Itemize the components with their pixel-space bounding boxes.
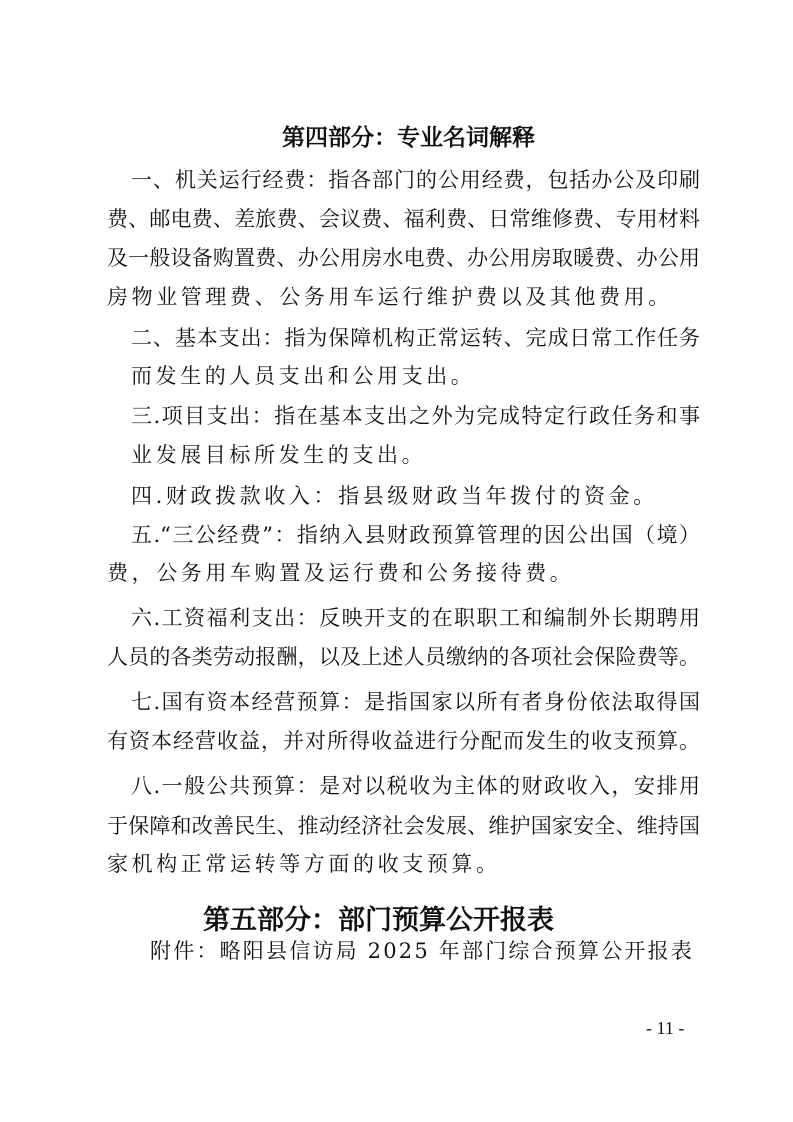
paragraph-line: 而发生的人员支出和公用支出。 xyxy=(131,364,476,388)
paragraph-line: 七.国有资本经营预算：是指国家以所有者身份依法取得国 xyxy=(131,690,700,714)
paragraph-line: 八.一般公共预算：是对以税收为主体的财政收入，安排用 xyxy=(131,774,700,798)
section-heading-part4: 第四部分：专业名词解释 xyxy=(282,124,535,151)
paragraph-line: 业发展目标所发生的支出。 xyxy=(131,443,427,467)
section-heading-part5: 第五部分：部门预算公开报表 xyxy=(203,905,554,936)
paragraph-line: 人员的各类劳动报酬，以及上述人员缴纳的各项社会保险费等。 xyxy=(107,645,700,669)
paragraph-line: 六.工资福利支出：反映开支的在职职工和编制外长期聘用 xyxy=(131,606,700,630)
paragraph-line: 费、邮电费、差旅费、会议费、福利费、日常维修费、专用材料 xyxy=(107,207,700,231)
paragraph-line: 及一般设备购置费、办公用房水电费、办公用房取暖费、办公用 xyxy=(107,246,700,270)
page-number: - 11 - xyxy=(646,1018,685,1038)
paragraph-line: 费，公务用车购置及运行费和公务接待费。 xyxy=(107,561,575,585)
paragraph-line: 一、机关运行经费：指各部门的公用经费，包括办公及印刷 xyxy=(131,168,700,192)
paragraph-line: 家机构正常运转等方面的收支预算。 xyxy=(107,852,501,876)
paragraph-line: 三.项目支出：指在基本支出之外为完成特定行政任务和事 xyxy=(131,404,700,428)
paragraph-line: 房物业管理费、公务用车运行维护费以及其他费用。 xyxy=(107,285,673,309)
paragraph-line: 有资本经营收益，并对所得收益进行分配而发生的收支预算。 xyxy=(107,729,700,753)
paragraph-line: 于保障和改善民生、推动经济社会发展、维护国家安全、维持国 xyxy=(107,814,700,838)
paragraph-line: 二、基本支出：指为保障机构正常运转、完成日常工作任务 xyxy=(131,326,700,350)
paragraph-line: 四.财政拨款收入：指县级财政当年拨付的资金。 xyxy=(131,484,658,508)
paragraph-line: 五.“三公经费”：指纳入县财政预算管理的因公出国（境） xyxy=(131,523,700,547)
attachment-line: 附件：略阳县信访局 2025 年部门综合预算公开报表 xyxy=(150,939,694,963)
